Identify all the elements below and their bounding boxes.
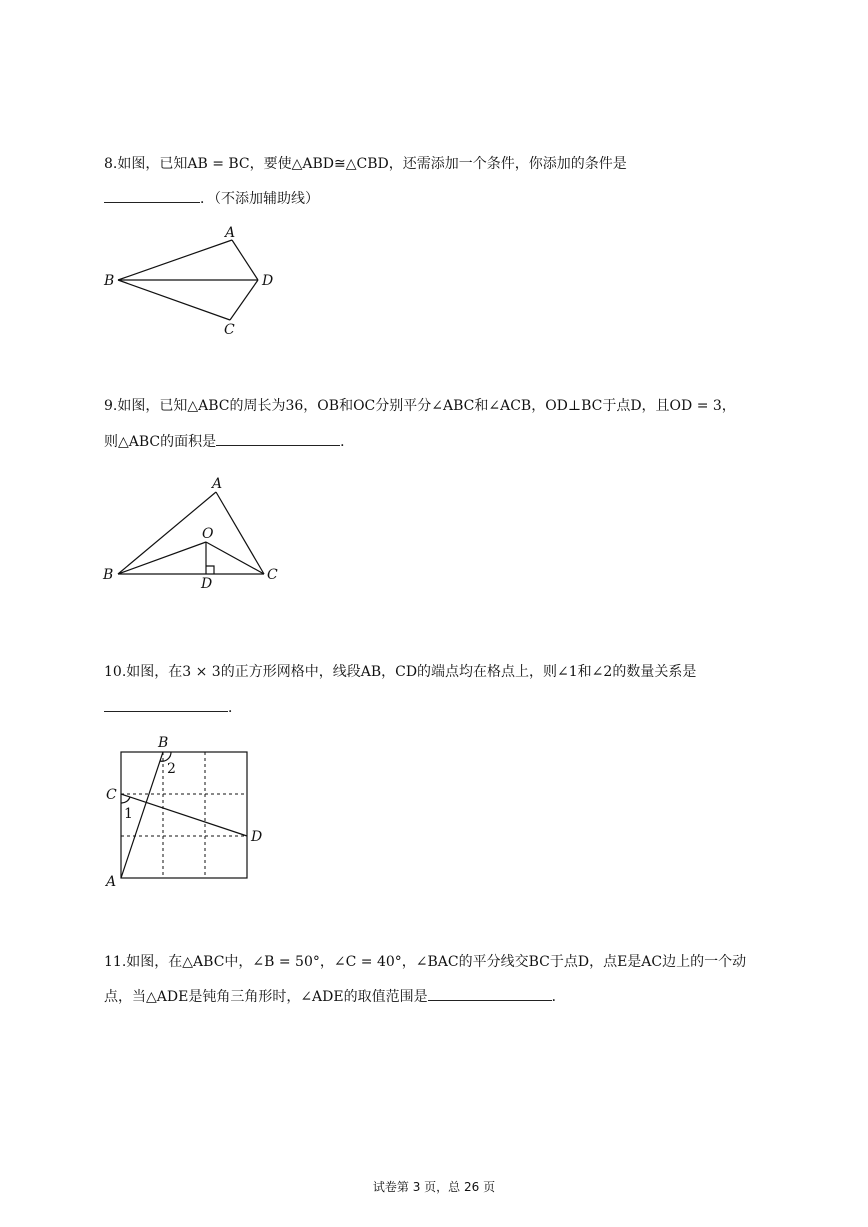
q8-line2 <box>104 188 319 209</box>
q10-label-c: C <box>106 787 117 803</box>
q8-segment-ad <box>232 240 258 280</box>
q8-label-d: D <box>262 273 274 289</box>
q10-line2 <box>104 697 242 718</box>
q9-line2 <box>104 431 354 452</box>
q11-line1: 11.如图，在△ABC中，∠B = 50°，∠C = 40°，∠BAC的平分线交BC于点D，点E是AC边上的一个动 <box>104 954 747 970</box>
q9-label-c: C <box>267 567 278 583</box>
q9-answer-blank[interactable] <box>216 431 340 446</box>
q10-label-angle-2: 2 <box>167 761 176 777</box>
q10-label-b: B <box>158 735 169 751</box>
q9-label-a: A <box>212 476 223 492</box>
q11-answer-blank[interactable] <box>428 986 552 1001</box>
q9-line2-prefix: 则△ABC的面积是 <box>104 434 217 450</box>
q8-line2-text: ．（不添加辅助线） <box>200 191 319 207</box>
q10-figure <box>100 732 275 890</box>
q10-label-d: D <box>251 829 263 845</box>
q8-segment-bc <box>118 280 230 320</box>
q8-label-b: B <box>104 273 115 289</box>
q9-segment-ac <box>216 492 264 574</box>
q10-line1: 10.如图，在3 × 3的正方形网格中，线段AB，CD的端点均在格点上，则∠1和∠2的数量关系是 <box>104 664 697 680</box>
q9-line2-suffix: ． <box>340 434 355 450</box>
q8-segment-cd <box>230 280 258 320</box>
q10-label-a: A <box>106 874 117 890</box>
q8-label-c: C <box>224 322 235 338</box>
page-footer: 试卷第 3 页，总 26 页 <box>372 1180 496 1194</box>
q9-label-o: O <box>202 526 214 542</box>
q9-label-d: D <box>201 576 213 592</box>
q9-line1: 9.如图，已知△ABC的周长为36，OB和OC分别平分∠ABC和∠ACB，OD⊥BC于点D，且OD = 3， <box>104 398 736 414</box>
q8-figure <box>100 222 280 340</box>
q10-line2-text: ． <box>228 700 242 716</box>
q10-label-angle-1: 1 <box>124 806 133 822</box>
q9-right-angle-mark <box>206 566 214 574</box>
q8-label-a: A <box>225 225 236 241</box>
q11-line2-suffix: ． <box>551 989 566 1005</box>
q10-answer-blank[interactable] <box>104 697 228 712</box>
q9-segment-bo <box>118 542 206 574</box>
q8-line1: 8.如图，已知AB = BC，要使△ABD≅△CBD，还需添加一个条件，你添加的条件是 <box>104 156 627 172</box>
q11-line2 <box>104 986 566 1007</box>
q8-segment-ba <box>118 240 232 280</box>
q10-segment-cd <box>121 794 247 836</box>
q9-label-b: B <box>103 567 114 583</box>
q11-line2-prefix: 点，当△ADE是钝角三角形时，∠ADE的取值范围是 <box>104 989 428 1005</box>
q8-answer-blank[interactable] <box>104 188 200 203</box>
q10-angle-1-arc <box>121 797 130 803</box>
q9-figure <box>100 470 290 594</box>
